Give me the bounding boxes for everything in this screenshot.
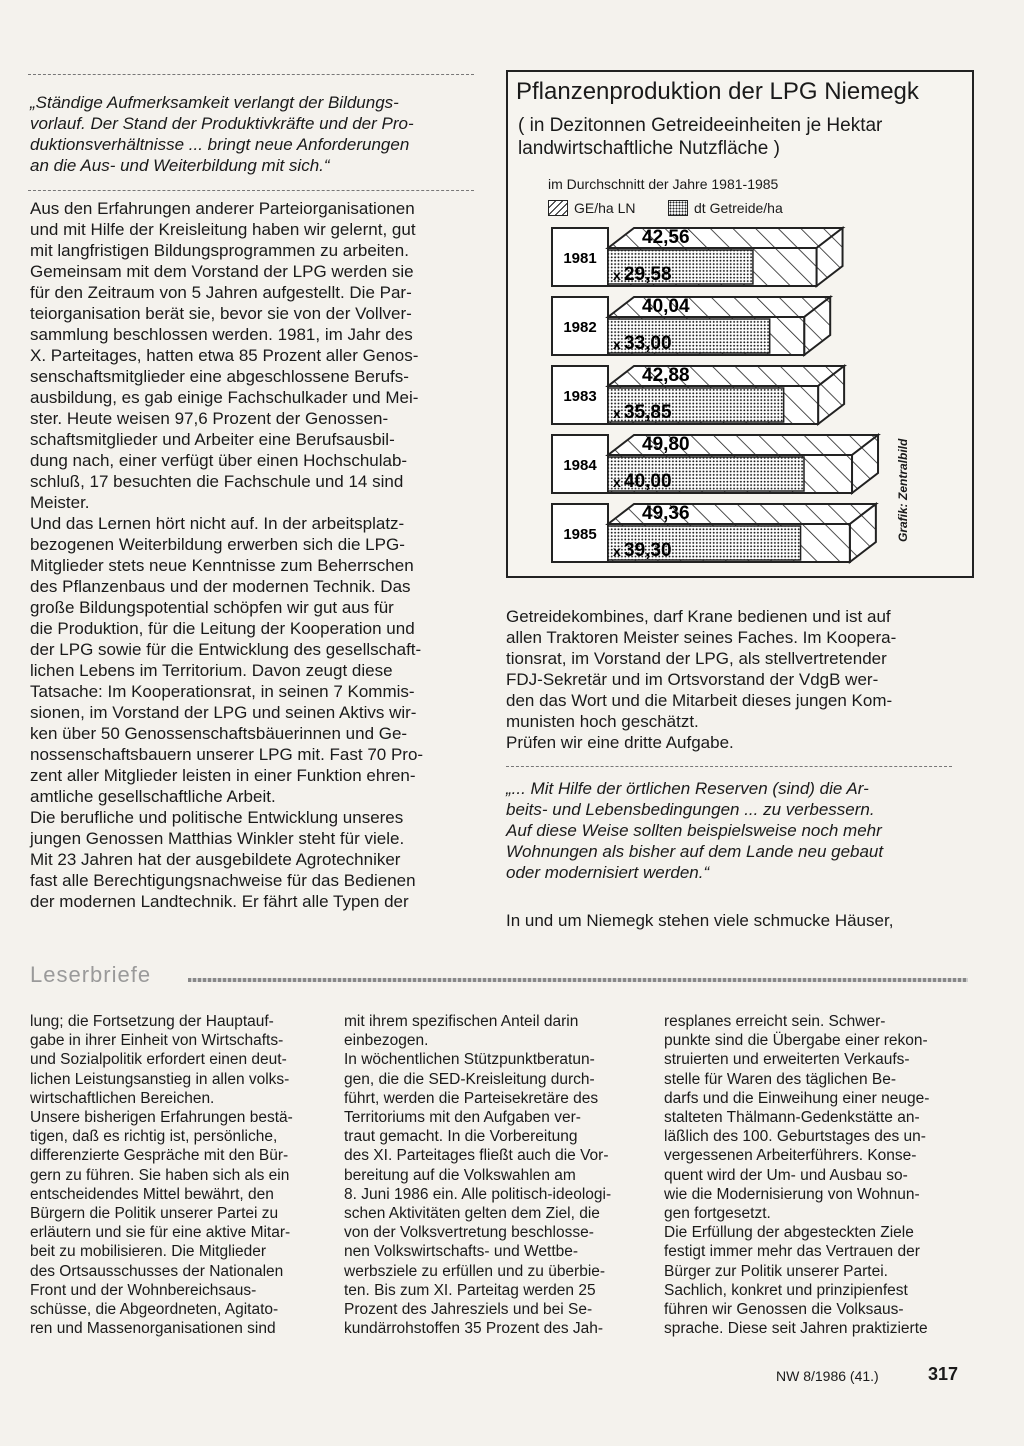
data-label-ge: 42,56: [642, 227, 690, 248]
legend-label-1: dt Getreide/ha: [694, 200, 783, 216]
letter-column-1: lung; die Fortsetzung der Hauptauf- gabe in ihrer Einheit von Wirtschafts- und Sozialpolitik erfordert einen deut- lichen Leistungsanstieg in allen volks- wirtschaftlichen Bereichen. Unsere bisherigen Erfahrungen bestä- tigen, daß es richtig ist, persönliche, differenzierte Gespräche mit den Bür- gern zu führen. Sie haben sich als ein entscheidendes Mittel bewährt, den Bürgern die Politik unserer Partei zu erläutern und sie für eine aktive Mitar- beit zu mobilisieren. Die Mitglieder des Ortsausschusses der Nationalen Front und der Wohnbereichsaus- schüsse, die Abgeordneten, Agitato- ren und Massenorganisationen sind: [30, 1013, 293, 1338]
chart-caption: im Durchschnitt der Jahre 1981-1985: [548, 176, 779, 192]
data-label-getreide: 35,85: [624, 402, 672, 423]
chart-subtitle: ( in Dezitonnen Getreideeinheiten je Hektar landwirtschaftliche Nutzfläche ): [518, 115, 883, 159]
right-quote: „... Mit Hilfe der örtlichen Reserven (sind) die Ar- beits- und Lebensbedingungen ... zu verbessern. Auf diese Weise sollten beispielsweise noch mehr Wohnungen als bisher auf dem Lande neu gebaut oder modernisiert werden.“: [506, 779, 884, 882]
year-label: 1984: [563, 457, 597, 474]
data-marker: x: [613, 474, 621, 490]
data-marker: x: [613, 543, 621, 559]
year-label: 1983: [563, 388, 597, 405]
year-label: 1985: [563, 526, 597, 543]
data-label-getreide: 39,30: [624, 540, 672, 561]
data-label-getreide: 33,00: [624, 333, 672, 354]
data-label-ge: 49,36: [642, 503, 690, 524]
data-label-ge: 49,80: [642, 434, 690, 455]
data-marker: x: [613, 267, 621, 283]
data-marker: x: [613, 336, 621, 352]
section-rule: [188, 978, 968, 982]
year-label: 1982: [563, 319, 597, 336]
right-quote-rule: [506, 766, 952, 767]
chart-title: Pflanzenproduktion der LPG Niemegk: [516, 78, 919, 105]
letter-column-3: resplanes erreicht sein. Schwer- punkte sind die Übergabe einer rekon- struierten und erweiterten Verkaufs- stelle für Waren des täglichen Be- darfs und die Einweihung einer neuge- stalteten Thälmann-Gedenkstätte an- läßlich des 100. Geburtstages des un- vergessenen Arbeiterführers. Konse- quent wird der Um- und Ausbau so- wie die Modernisierung von Wohnun- gen fortgesetzt. Die Erfüllung der abgesteckten Ziele festigt immer mehr das Vertrauen der Bürger zur Politik unserer Partei. Sachlich, konkret und prinzipienfest führen wir Genossen die Volksaus- sprache. Diese seit Jahren praktizierte: [664, 1013, 930, 1338]
chart-panel: [506, 70, 974, 578]
right-last-line: In und um Niemegk stehen viele schmucke Häuser,: [506, 911, 894, 930]
data-label-getreide: 29,58: [624, 264, 672, 285]
data-label-ge: 42,88: [642, 365, 690, 386]
left-body: Aus den Erfahrungen anderer Parteiorganisationen und mit Hilfe der Kreisleitung haben wir gelernt, gut mit langfristigen Bildungsprogrammen zu arbeiten. Gemeinsam mit dem Vorstand der LPG werden sie für den Zeitraum von 5 Jahren aufgestellt. Die Par- teiorganisation berät sie, bevor sie von der Vollver- sammlung beschlossen werden. 1981, im Jahr des X. Parteitages, hatten etwa 85 Prozent aller Genos- senschaftsmitglieder eine abgeschlossene Berufs- ausbildung, es gab einige Fachschulkader und Mei- ster. Heute weisen 97,6 Prozent der Genossen- schaftsmitglieder und Arbeiter eine Berufsausbil- dung nach, einer verfügt über einen Hochschulab- schluß, 17 besuchten die Fachschule und 14 sind Meister. Und das Lernen hört nicht auf. In der arbeitsplatz- bezogenen Weiterbildung erwerben sich die LPG- Mitglieder stets neue Kenntnisse zum Beherrschen des Pflanzenbaus und der modernen Technik. Das große Bildungspotential schöpfen wir gut aus für die Produktion, für die Leitung der Kooperation und der LPG sowie für die Entwicklung des gesellschaft- lichen Lebens im Territorium. Davon zeugt diese Tatsache: Im Kooperationsrat, in seinen 7 Kommis- sionen, im Vorstand der LPG und seinen Aktivs wir- ken über 50 Genossenschaftsbäuerinnen und Ge- nossenschaftsbauern unserer LPG mit. Fast 70 Pro- zent aller Mitglieder leisten in einer Funktion ehren- amtliche gesellschaftliche Arbeit. Die berufliche und politische Entwicklung unseres jungen Genossen Matthias Winkler steht für viele. Mit 23 Jahren hat der ausgebildete Agrotechniker fast alle Berechtigungsnachweise für das Bedienen der modernen Landtechnik. Er fährt alle Typen der: [30, 199, 424, 911]
data-label-ge: 40,04: [642, 296, 690, 317]
page-number: 317: [928, 1364, 959, 1384]
year-label: 1981: [563, 250, 597, 267]
legend-label-0: GE/ha LN: [574, 200, 636, 216]
data-label-getreide: 40,00: [624, 471, 672, 492]
letter-column-2: mit ihrem spezifischen Anteil darin einbezogen. In wöchentlichen Stützpunktberatun- gen, die die SED-Kreisleitung durch- führt, werden die Parteisekretäre des Territoriums mit den Aufgaben ver- traut gemacht. In die Vorbereitung des XI. Parteitages fließt auch die Vor- bereitung auf die Volkswahlen am 8. Juni 1986 ein. Alle politisch-ideologi- schen Aktivitäten gelten dem Ziel, die von der Volksvertretung beschlosse- nen Volkswirtschafts- und Wettbe- werbsziele zu erfüllen und zu überbie- ten. Bis zum XI. Parteitag werden 25 Prozent des Jahresziels und bei Se- kundärrohstoffen 35 Prozent des Jah-: [344, 1013, 612, 1338]
section-title: Leserbriefe: [30, 962, 152, 987]
left-quote: „Ständige Aufmerksamkeit verlangt der Bildungs- vorlauf. Der Stand der Produktivkräfte und der Pro- duktionsverhältnisse ... bringt neue Anforderungen an die Aus- und Weiterbildung mit sich.“: [30, 93, 414, 175]
quote-rule: [28, 190, 474, 191]
chart-credit: Grafik: Zentralbild: [896, 438, 910, 542]
right-body: Getreidekombines, darf Krane bedienen und ist auf allen Traktoren Meister seines Faches. Im Koopera- tionsrat, im Vorstand der LPG, als stellvertretender FDJ-Sekretär und im Ortsvorstand der VdgB wer- den das Wort und die Mitarbeit dieses jungen Kom- munisten hoch geschätzt. Prüfen wir eine dritte Aufgabe.: [506, 607, 897, 752]
top-rule: [28, 74, 474, 75]
issue-reference: NW 8/1986 (41.): [776, 1368, 879, 1384]
data-marker: x: [613, 405, 621, 421]
